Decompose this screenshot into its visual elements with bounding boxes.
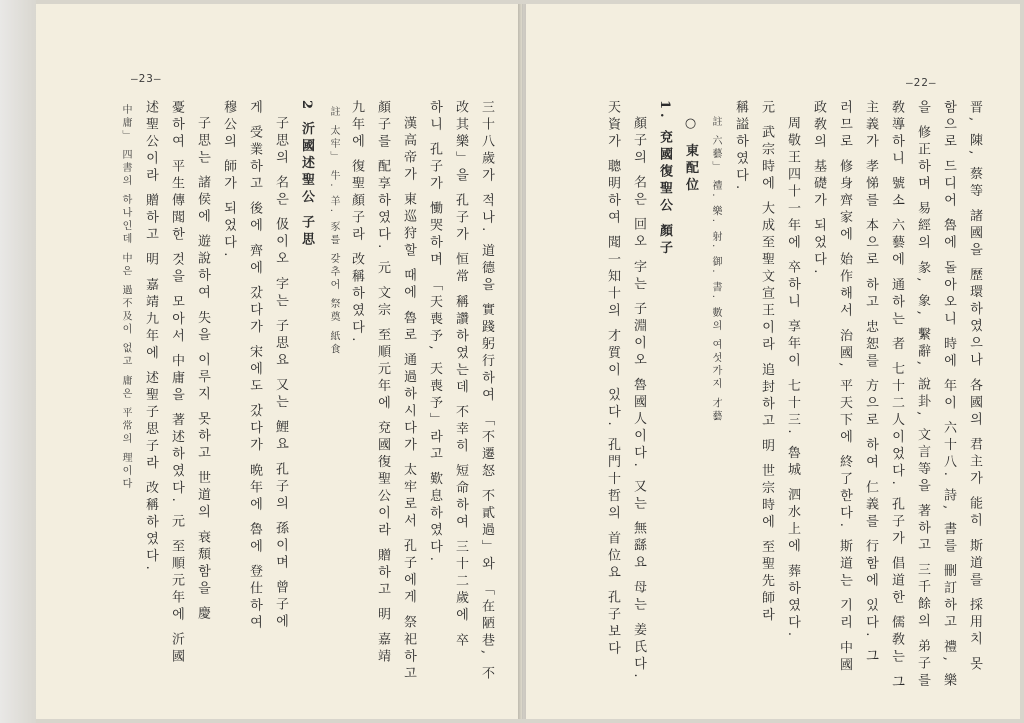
text-column: 三十八歲가 적나. 道德을 實踐躬行하여 「不遷怒 不貳過」와 「在陋巷, 不 xyxy=(479,100,494,684)
right-page xyxy=(526,4,1020,719)
text-column: 晋, 陳, 蔡等 諸國을 歷環하였으나 各國의 君主가 能히 斯道를 採用치 못 xyxy=(967,100,982,674)
text-column: 述聖公이라 贈하고 明 嘉靖九年에 述聖子思子라 改稱하였다. xyxy=(143,100,158,574)
text-column: 政敎의 基礎가 되었다. xyxy=(811,100,826,278)
text-column: 漢高帝가 東巡狩할 때에 魯로 通過하시다가 太牢로서 孔子에게 祭祀하고 xyxy=(401,116,416,683)
text-column: 憂하여 平生傳聞한 것을 모아서 中庸을 著述하였다. 元 至順元年에 沂國 xyxy=(169,100,184,667)
text-column: 改其樂」을 孔子가 恒常 稱讚하였는데 不幸히 短命하여 三十二歲에 卒 xyxy=(453,100,468,650)
text-column: 稱謚하였다. xyxy=(733,100,748,194)
text-column: 周敬王四十一年에 卒하니 享年이 七十三. 魯城 泗水上에 葬하였다. xyxy=(785,116,800,641)
scan-margin xyxy=(0,0,36,723)
text-column: 子思는 諸侯에 遊說하여 失을 이루지 못하고 世道의 衰頹함을 慶 xyxy=(195,116,210,624)
text-column: 元 武宗時에 大成至聖文宣王이라 追封하고 明 世宗時에 至聖先師라 xyxy=(759,100,774,625)
section-heading: ○ 東配位 xyxy=(683,116,698,195)
text-column: 을 修正하며 易經의 彖, 象, 繫辭, 說卦, 文言等을 著하고 三千餘의 弟子를 xyxy=(915,100,930,690)
text-column: 穆公의 師가 되었다. xyxy=(221,100,236,261)
subsection-heading: 1. 兗國復聖公 顏子 xyxy=(657,100,672,258)
text-column: 九年에 復聖顏子라 改稱하였다. xyxy=(349,100,364,346)
text-column: 子思의 名은 伋이오 字는 子思요 又는 鯉요 孔子의 孫이며 曾子에 xyxy=(273,116,288,632)
annotation-column: 註 太牢」 牛. 羊. 豕를 갖추어 祭奠 紙食 xyxy=(328,106,339,357)
right-page-number: —22— xyxy=(906,76,937,89)
section-heading: 2 沂國述聖公 子思 xyxy=(299,100,314,250)
left-page xyxy=(36,4,522,719)
text-column: 顏子를 配享하였다. 元 文宗 至順元年에 兗國復聖公이라 贈하고 明 嘉靖 xyxy=(375,100,390,667)
text-column: 天資가 聰明하여 聞一知十의 才質이 있다. 孔門十哲의 首位요 孔子보다 xyxy=(605,100,620,659)
annotation-column: 註 六藝」 禮. 樂. 射. 御. 書. 數의 여섯가지 才藝 xyxy=(710,116,721,424)
text-column: 하니 孔子가 慟哭하며 「天喪予, 天喪予」라고 歎息하였다. xyxy=(427,100,442,565)
text-column: 함으로 드디어 魯에 돌아오니 時에 年이 六十八. 詩, 書를 刪訂하고 禮, 樂 xyxy=(941,100,956,690)
text-column: 敎導하니 號소 六藝에 通하는 者 七十二人이었다. 孔子가 倡道한 儒敎는 그 xyxy=(889,100,904,692)
left-page-number: —23— xyxy=(131,72,162,85)
text-column: 러므로 修身齊家에 始作해서 治國, 平天下에 終了한다. 斯道는 기리 中國 xyxy=(837,100,852,675)
text-column: 게 受業하고 後에 齊에 갔다가 宋에도 갔다가 晩年에 魯에 登仕하여 xyxy=(247,100,262,633)
text-column: 主義가 孝悌를 本으로 하고 忠恕를 方으로 하여 仁義를 行함에 있다. 그 xyxy=(863,100,878,666)
footnote-column: 中庸」 四書의 하나인데 中은 過不及이 없고 庸은 平常의 理이다 xyxy=(120,104,131,492)
text-column: 顏子의 名은 回오 字는 子淵이오 魯國人이다. 又는 無繇요 母는 姜氏다. xyxy=(631,116,646,682)
